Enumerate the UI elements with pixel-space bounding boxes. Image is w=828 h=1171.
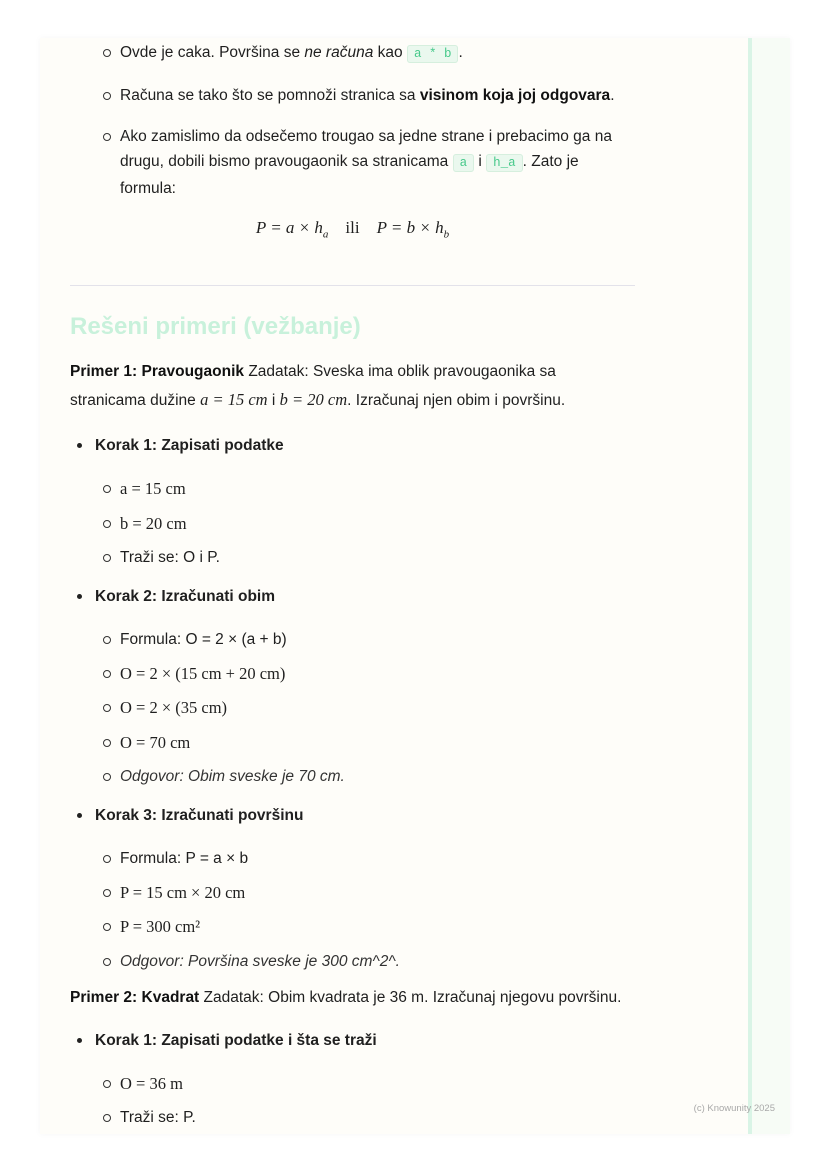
section-title: Rešeni primeri (vežbanje) — [70, 313, 361, 341]
example1-task: Primer 1: Pravougaonik Zadatak: Sveska ima oblik pravougaonika sa stranicama dužine a = 15 cm i b = 20 cm. Izračunaj njen obim i površinu. — [70, 363, 566, 410]
formula-block: $P = a \times h_a$ ili $P = b \times h_b$ — [255, 218, 450, 241]
list-item: O = 36 m — [70, 1071, 635, 1097]
step-item: Korak 3: Izračunati površinu — [70, 803, 635, 828]
example1-steps — [70, 433, 635, 458]
list-item: Računa se tako što se pomnoži stranica sa visinom koja joj odgovara. — [70, 83, 635, 108]
step-item: Korak 2: Izračunati obim — [70, 584, 635, 609]
example2-task: Primer 2: Kvadrat Zadatak: Obim kvadrata je 36 m. Izračunaj njegovu površinu. — [70, 988, 622, 1006]
divider — [70, 285, 635, 286]
list-item: Formula: O = 2 × (a + b) — [70, 627, 635, 652]
example2-steps — [70, 1028, 635, 1053]
list-item: O = 2 × (15 cm + 20 cm) — [70, 661, 635, 687]
document-page — [40, 38, 790, 1134]
step-item: Korak 1: Zapisati podatke i šta se traži — [70, 1028, 635, 1053]
list-item: a = 15 cm — [70, 476, 635, 502]
list-item: P = 300 cm² — [70, 914, 635, 940]
list-item: Ako zamislimo da odsečemo trougao sa jedne strane i prebacimo ga na drugu, dobili bismo pravougaonik sa stranicama a i h_a . Zato je formula: — [70, 124, 635, 201]
list-item: b = 20 cm — [70, 511, 635, 537]
list-item: Traži se: O i P. — [70, 545, 635, 570]
list-item: Traži se: P. — [70, 1105, 635, 1130]
inline-code: a — [453, 154, 475, 172]
list-item: P = 15 cm × 20 cm — [70, 880, 635, 906]
list-item: O = 2 × (35 cm) — [70, 695, 635, 721]
list-item: Ovde je caka. Površina se ne računa kao a * b . — [70, 40, 635, 67]
list-item: O = 70 cm — [70, 730, 635, 756]
step-details — [70, 476, 635, 570]
side-strip — [748, 38, 790, 1134]
footer-copyright: (c) Knowunity 2025 — [693, 1103, 775, 1114]
step-details — [70, 1071, 635, 1131]
side-accent-line — [748, 38, 752, 1134]
step-details — [70, 627, 635, 789]
step-item: Korak 1: Zapisati podatke — [70, 433, 635, 458]
list-item: Odgovor: Obim sveske je 70 cm. — [70, 764, 635, 789]
inline-code: a * b — [407, 45, 459, 63]
content — [70, 38, 635, 1139]
list-item: Odgovor: Površina sveske je 300 cm^2^. — [70, 949, 635, 974]
step-details — [70, 846, 635, 974]
list-item: Formula: P = a × b — [70, 846, 635, 871]
intro-bullets — [70, 40, 635, 201]
inline-code: h_a — [486, 154, 523, 172]
